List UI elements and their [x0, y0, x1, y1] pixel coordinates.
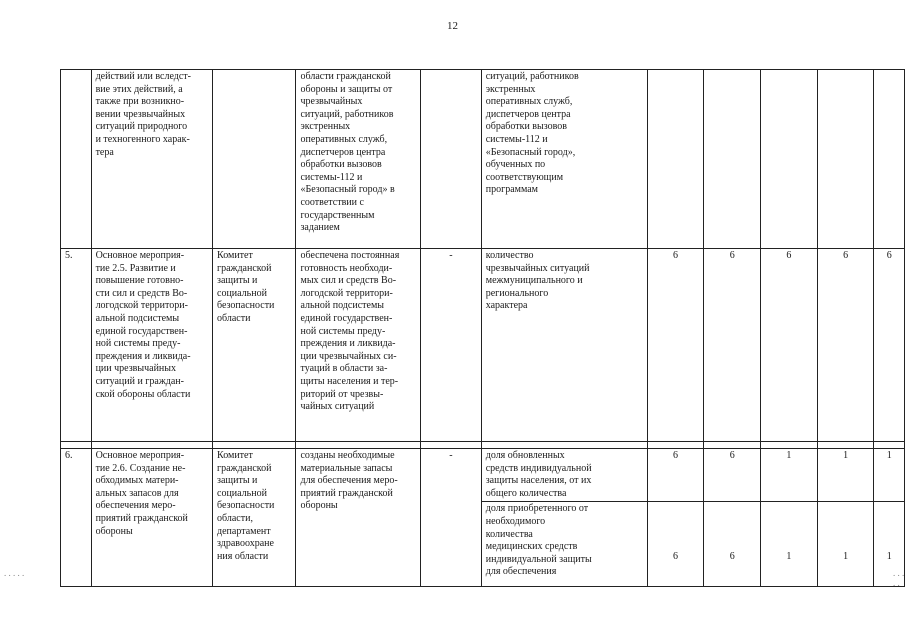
indicator-cell: доля обновленных средств индивидуальной защиты населения, от их общего количества [481, 449, 647, 502]
table-row-5 [61, 249, 905, 442]
value-cell: 1 [761, 449, 818, 502]
indicator-cell: количество чрезвычайных ситуаций межмуниципального и регионального характера [481, 249, 647, 442]
value-text: 1 [786, 551, 792, 563]
value-text: 1 [886, 551, 892, 563]
table-row-continuation [61, 70, 905, 249]
executor-cell: Комитет гражданской защиты и социальной безопасности области [213, 249, 296, 442]
executor-cell [213, 70, 296, 249]
value-text: 1 [843, 551, 849, 563]
value-cell [761, 70, 818, 249]
value-cell: 6 [647, 249, 704, 442]
value-cell [874, 70, 905, 249]
activity-cell: действий или вследст- вие этих действий, а также при возникно- вении чрезвычайных ситуаций природного и техногенного харак- тера [91, 70, 212, 249]
value-cell [817, 70, 874, 249]
value-cell: 6 [704, 449, 761, 502]
value-cell [761, 502, 818, 587]
result-cell: созданы необходимые материальные запасы для обеспечения меро- приятий гражданской обороны [296, 449, 421, 587]
result-cell: области гражданской обороны и защиты от чрезвычайных ситуаций, работников экстренных оперативных служб, диспетчеров центра обработки вызовов системы-112 и «Безопасный город» в соответствии с государственным заданием [296, 70, 421, 249]
binding-mark-left: . . . . . [4, 568, 25, 578]
indicator-cell: доля приобретенного от необходимого количества медицинских средств индивидуальной защиты для обеспечения [481, 502, 647, 587]
value-cell [817, 502, 874, 587]
value-cell [647, 502, 704, 587]
program-activities-table [60, 69, 905, 587]
value-cell: 1 [874, 449, 905, 502]
value-cell: 6 [761, 249, 818, 442]
value-cell: 1 [817, 449, 874, 502]
activity-cell: Основное мероприя- тие 2.6. Создание не- обходимых матери- альных запасов для обеспечения меро- приятий гражданской обороны [91, 449, 212, 587]
dash-cell: - [421, 249, 482, 442]
row-separator [61, 442, 905, 449]
page-number: 12 [447, 20, 458, 32]
value-cell [704, 502, 761, 587]
value-cell [704, 70, 761, 249]
activity-cell: Основное мероприя- тие 2.5. Развитие и повышение готовно- сти сил и средств Во- логодской территори- альной подсистемы единой государствен- ной системы преду- преждения и ликвида- ции чрезвычайных ситуаций и граждан- ской обороны области [91, 249, 212, 442]
binding-mark-right: . . . . . [893, 568, 905, 588]
value-text: 6 [673, 551, 678, 563]
row-number: 6. [61, 449, 92, 587]
value-cell: 6 [874, 249, 905, 442]
dash-cell [421, 70, 482, 249]
result-cell: обеспечена постоянная готовность необходи- мых сил и средств Во- логодской территори- альной подсистемы единой государствен- ной системы преду- преждения и ликвида- ции чрезвычайных си- туаций в области за- щиты населения и тер- риторий от чрезвы- чайных ситуаций [296, 249, 421, 442]
row-number [61, 70, 92, 249]
row-number: 5. [61, 249, 92, 442]
value-cell [874, 502, 905, 587]
executor-cell: Комитет гражданской защиты и социальной безопасности области, департамент здравоохране ния области [213, 449, 296, 587]
table-row-6 [61, 449, 905, 502]
value-cell: 6 [817, 249, 874, 442]
value-cell [647, 70, 704, 249]
value-cell: 6 [704, 249, 761, 442]
dash-cell: - [421, 449, 482, 587]
indicator-cell: ситуаций, работников экстренных оперативных служб, диспетчеров центра обработки вызовов системы-112 и «Безопасный город», обученных по соответствующим программам [481, 70, 647, 249]
value-text: 6 [729, 551, 735, 563]
value-cell: 6 [647, 449, 704, 502]
